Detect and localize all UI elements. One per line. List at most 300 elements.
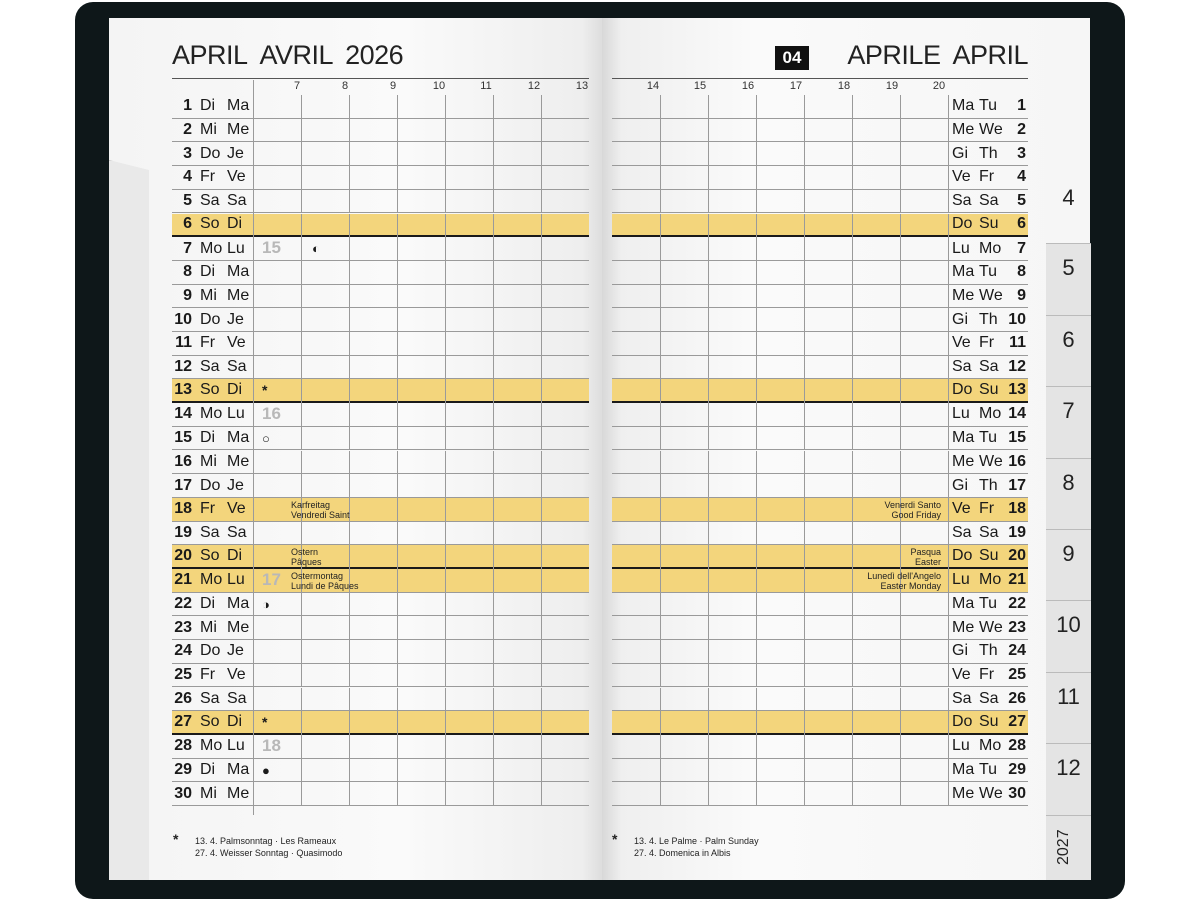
day-row-right[interactable]: [612, 403, 1028, 427]
day-row-right[interactable]: [612, 782, 1028, 806]
grid-line: [301, 379, 302, 403]
day-row-left[interactable]: [172, 664, 589, 688]
grid-line: [948, 616, 949, 640]
weekday-fr: Me: [227, 452, 250, 470]
grid-line: [445, 308, 446, 332]
day-row-left[interactable]: [172, 640, 589, 664]
weekday-fr: Je: [227, 144, 244, 162]
day-number: 17: [174, 476, 192, 494]
grid-line: [948, 735, 949, 759]
grid-line: [900, 474, 901, 498]
day-number: 9: [183, 286, 192, 304]
day-row-left[interactable]: [172, 735, 589, 759]
weekday-en: Tu: [979, 595, 998, 613]
grid-line: [445, 332, 446, 356]
grid-line: [852, 261, 853, 285]
day-number: 13: [174, 381, 192, 399]
grid-line: [445, 782, 446, 806]
day-number: 2: [183, 121, 192, 139]
holiday-label-right: [910, 547, 941, 567]
month-tab-10[interactable]: 10: [1056, 612, 1081, 637]
day-row-left[interactable]: [172, 427, 589, 451]
grid-line: [349, 403, 350, 427]
grid-line: [397, 759, 398, 783]
day-row-left[interactable]: [172, 285, 589, 309]
day-row-left[interactable]: [172, 498, 589, 522]
grid-line: [948, 688, 949, 712]
weekday-en: We: [979, 784, 1003, 802]
day-number: 6: [1017, 215, 1026, 233]
grid-line: [756, 379, 757, 403]
grid-line: [349, 688, 350, 712]
day-row-left[interactable]: [172, 711, 589, 735]
grid-line: [804, 237, 805, 261]
day-row-left[interactable]: [172, 451, 589, 475]
grid-line: [397, 119, 398, 143]
day-row-right[interactable]: [612, 95, 1028, 119]
footnote-right: [612, 831, 759, 859]
grid-line: [349, 782, 350, 806]
grid-line: [349, 735, 350, 759]
day-number: 22: [1008, 595, 1026, 613]
day-row-left[interactable]: [172, 688, 589, 712]
holiday-name: Lundi de Pâques: [291, 581, 359, 591]
weekday-de: Mi: [200, 784, 217, 802]
grid-line: [900, 142, 901, 166]
grid-line: [493, 569, 494, 593]
day-row-right[interactable]: [612, 569, 1028, 593]
grid-line: [948, 640, 949, 664]
day-row-left[interactable]: [172, 759, 589, 783]
weekday-de: Fr: [200, 666, 216, 684]
month-tab-11[interactable]: 11: [1057, 684, 1080, 709]
weekday-en: Tu: [979, 429, 998, 447]
weekday-en: Su: [979, 713, 999, 731]
grid-line: [301, 640, 302, 664]
weekday-it: Me: [952, 784, 975, 802]
day-number: 11: [175, 334, 192, 352]
weekday-de: Di: [200, 760, 216, 778]
day-row-right[interactable]: [612, 616, 1028, 640]
grid-line: [948, 474, 949, 498]
grid-line: [660, 356, 661, 380]
grid-line: [852, 640, 853, 664]
weekday-en: Fr: [979, 666, 995, 684]
day-row-right[interactable]: [612, 688, 1028, 712]
day-number: 15: [174, 429, 192, 447]
day-row-left[interactable]: [172, 142, 589, 166]
grid-line: [708, 688, 709, 712]
grid-line: [660, 593, 661, 617]
grid-line: [541, 166, 542, 190]
weekday-fr: Sa: [227, 192, 247, 210]
weekday-en: We: [979, 121, 1003, 139]
grid-line: [948, 261, 949, 285]
day-number: 20: [1008, 547, 1026, 565]
day-number: 17: [1008, 476, 1026, 494]
week-number: 16: [262, 404, 281, 424]
grid-line: [852, 142, 853, 166]
weekday-de: Sa: [200, 689, 220, 707]
day-number: 2: [1017, 121, 1026, 139]
weekday-en: Sa: [979, 358, 999, 376]
grid-line: [349, 474, 350, 498]
grid-line: [708, 190, 709, 214]
grid-line: [301, 119, 302, 143]
footnote-line: 27. 4. Weisser Sonntag · Quasimodo: [195, 848, 343, 858]
day-row-right[interactable]: [612, 119, 1028, 143]
grid-line: [708, 332, 709, 356]
grid-line: [397, 569, 398, 593]
day-row-right[interactable]: [612, 735, 1028, 759]
grid-line: [804, 474, 805, 498]
day-row-left[interactable]: [172, 261, 589, 285]
weekday-fr: Ma: [227, 760, 250, 778]
grid-line: [301, 214, 302, 238]
day-row-right[interactable]: [612, 640, 1028, 664]
grid-line: [397, 474, 398, 498]
weekday-it: Gi: [952, 144, 968, 162]
grid-line: [900, 356, 901, 380]
grid-line: [948, 711, 949, 735]
grid-line: [493, 522, 494, 546]
grid-line: [541, 759, 542, 783]
hour-label: 11: [480, 80, 492, 92]
weekday-en: Tu: [979, 263, 998, 281]
day-row-right[interactable]: [612, 332, 1028, 356]
grid-line: [804, 142, 805, 166]
grid-line: [493, 142, 494, 166]
grid-line: [708, 640, 709, 664]
month-tab-12[interactable]: 12: [1056, 755, 1081, 780]
day-number: 27: [1008, 713, 1026, 731]
day-row-right[interactable]: [612, 498, 1028, 522]
grid-line: [349, 616, 350, 640]
day-row-left[interactable]: [172, 190, 589, 214]
day-row-right[interactable]: [612, 759, 1028, 783]
day-number: 14: [1008, 405, 1026, 423]
grid-line: [708, 474, 709, 498]
day-row-left[interactable]: [172, 214, 589, 238]
grid-line: [948, 593, 949, 617]
grid-line: [948, 308, 949, 332]
grid-line: [445, 688, 446, 712]
grid-line: [445, 403, 446, 427]
weekday-fr: Ve: [227, 168, 246, 186]
footnote-star: *: [612, 831, 618, 847]
day-row-right[interactable]: [612, 593, 1028, 617]
weekday-en: Mo: [979, 571, 1002, 589]
holiday-name: Easter: [914, 557, 941, 568]
grid-line: [541, 569, 542, 593]
weekday-en: Fr: [979, 334, 995, 352]
grid-line: [756, 782, 757, 806]
weekday-de: Di: [200, 595, 216, 613]
weekday-fr: Lu: [227, 571, 245, 589]
day-row-right[interactable]: [612, 711, 1028, 735]
grid-line: [541, 95, 542, 119]
day-row-right[interactable]: [612, 237, 1028, 261]
grid-line: [804, 688, 805, 712]
day-row-right[interactable]: [612, 308, 1028, 332]
year-tab-2027[interactable]: 2027: [1055, 829, 1072, 865]
holiday-label-right: [867, 571, 941, 591]
grid-line: [756, 308, 757, 332]
month-tab-9[interactable]: 9: [1062, 541, 1075, 566]
weekday-it: Ve: [952, 500, 971, 518]
grid-line: [756, 214, 757, 238]
day-row-right[interactable]: [612, 166, 1028, 190]
day-number: 20: [174, 547, 192, 565]
day-row-right[interactable]: [612, 545, 1028, 569]
day-row-left[interactable]: [172, 616, 589, 640]
grid-line: [804, 664, 805, 688]
grid-line: [660, 616, 661, 640]
day-row-left[interactable]: [172, 119, 589, 143]
grid-line: [445, 119, 446, 143]
grid-line: [660, 427, 661, 451]
footnote-star-marker: *: [262, 714, 268, 731]
grid-line: [948, 95, 949, 119]
grid-line: [756, 711, 757, 735]
day-row-right[interactable]: [612, 285, 1028, 309]
day-row-right[interactable]: [612, 664, 1028, 688]
weekday-it: Do: [952, 547, 973, 565]
month-tab-7[interactable]: 7: [1062, 398, 1075, 423]
hour-label: 14: [646, 80, 660, 92]
grid-line: [948, 119, 949, 143]
grid-line: [756, 664, 757, 688]
day-number: 10: [174, 310, 192, 328]
grid-line: [852, 308, 853, 332]
grid-line: [541, 285, 542, 309]
grid-line: [660, 142, 661, 166]
grid-line: [708, 522, 709, 546]
grid-line: [804, 403, 805, 427]
hour-label: 9: [389, 80, 397, 92]
hour-label: 13: [575, 80, 589, 92]
grid-line: [397, 427, 398, 451]
grid-line: [948, 498, 949, 522]
month-tab-8[interactable]: 8: [1062, 470, 1075, 495]
weekday-de: Di: [200, 263, 216, 281]
grid-line: [660, 214, 661, 238]
day-row-left[interactable]: [172, 593, 589, 617]
grid-line: [756, 332, 757, 356]
grid-line: [253, 80, 254, 815]
month-tab-4[interactable]: 4: [1062, 185, 1075, 210]
grid-line: [445, 142, 446, 166]
footnote-left: [173, 831, 343, 859]
grid-line: [852, 379, 853, 403]
grid-line: [397, 308, 398, 332]
weekday-fr: Di: [227, 381, 243, 399]
day-row-left[interactable]: [172, 403, 589, 427]
day-row-left[interactable]: [172, 379, 589, 403]
day-row-left[interactable]: [172, 166, 589, 190]
weekday-fr: Me: [227, 121, 250, 139]
day-row-left[interactable]: [172, 332, 589, 356]
day-number: 5: [183, 192, 192, 210]
grid-line: [756, 593, 757, 617]
weekday-it: Lu: [952, 405, 970, 423]
grid-line: [852, 711, 853, 735]
hour-rule-right: [612, 78, 1028, 79]
day-row-left[interactable]: [172, 545, 589, 569]
grid-line: [493, 190, 494, 214]
grid-line: [756, 356, 757, 380]
day-number: 19: [1008, 523, 1026, 541]
day-row-left[interactable]: [172, 237, 589, 261]
weekday-it: Do: [952, 381, 973, 399]
grid-line: [804, 214, 805, 238]
grid-line: [541, 379, 542, 403]
day-row-right[interactable]: [612, 522, 1028, 546]
grid-line: [301, 759, 302, 783]
grid-line: [804, 119, 805, 143]
day-row-left[interactable]: [172, 782, 589, 806]
grid-line: [948, 142, 949, 166]
grid-line: [445, 711, 446, 735]
day-row-right[interactable]: [612, 142, 1028, 166]
grid-line: [397, 237, 398, 261]
day-row-right[interactable]: [612, 379, 1028, 403]
weekday-fr: Ma: [227, 97, 250, 115]
weekday-de: So: [200, 547, 220, 565]
weekday-fr: Lu: [227, 405, 245, 423]
grid-line: [397, 356, 398, 380]
weekday-it: Lu: [952, 737, 970, 755]
weekday-de: Mo: [200, 737, 223, 755]
weekday-it: Ve: [952, 666, 971, 684]
day-row-right[interactable]: [612, 261, 1028, 285]
grid-line: [349, 522, 350, 546]
grid-line: [660, 379, 661, 403]
day-number: 7: [183, 239, 192, 257]
day-row-left[interactable]: [172, 95, 589, 119]
day-row-right[interactable]: [612, 214, 1028, 238]
grid-line: [804, 308, 805, 332]
day-row-right[interactable]: [612, 427, 1028, 451]
grid-line: [660, 119, 661, 143]
grid-line: [900, 403, 901, 427]
holiday-name: Easter Monday: [880, 581, 941, 591]
weekday-en: Th: [979, 642, 998, 660]
grid-line: [900, 166, 901, 190]
grid-line: [349, 664, 350, 688]
footnote-line: 13. 4. Palmsonntag · Les Rameaux: [195, 836, 337, 846]
day-row-right[interactable]: [612, 474, 1028, 498]
grid-line: [804, 261, 805, 285]
grid-line: [660, 261, 661, 285]
month-tab-6[interactable]: 6: [1062, 327, 1075, 352]
weekday-en: Mo: [979, 405, 1002, 423]
grid-line: [948, 285, 949, 309]
grid-line: [397, 261, 398, 285]
grid-line: [852, 688, 853, 712]
weekday-fr: Je: [227, 476, 244, 494]
grid-line: [397, 403, 398, 427]
grid-line: [445, 474, 446, 498]
weekday-fr: Ve: [227, 666, 246, 684]
footnote-line: 13. 4. Le Palme · Palm Sunday: [634, 836, 759, 846]
grid-line: [900, 451, 901, 475]
grid-line: [852, 664, 853, 688]
grid-line: [660, 190, 661, 214]
grid-line: [660, 711, 661, 735]
grid-line: [301, 403, 302, 427]
weekday-fr: Sa: [227, 523, 247, 541]
grid-line: [756, 735, 757, 759]
grid-line: [397, 593, 398, 617]
grid-line: [948, 237, 949, 261]
grid-line: [541, 356, 542, 380]
day-row-right[interactable]: [612, 190, 1028, 214]
grid-line: [660, 403, 661, 427]
grid-line: [660, 735, 661, 759]
weekday-it: Sa: [952, 689, 972, 707]
grid-line: [349, 166, 350, 190]
grid-line: [541, 261, 542, 285]
grid-line: [852, 403, 853, 427]
day-row-left[interactable]: [172, 522, 589, 546]
day-row-right[interactable]: [612, 356, 1028, 380]
day-row-left[interactable]: [172, 569, 589, 593]
grid-line: [756, 285, 757, 309]
grid-line: [756, 427, 757, 451]
day-row-left[interactable]: [172, 308, 589, 332]
grid-line: [708, 451, 709, 475]
grid-line: [445, 166, 446, 190]
grid-line: [397, 782, 398, 806]
grid-line: [852, 498, 853, 522]
grid-line: [493, 237, 494, 261]
grid-line: [541, 640, 542, 664]
footnote-line: 27. 4. Domenica in Albis: [634, 848, 731, 858]
grid-line: [493, 474, 494, 498]
day-row-left[interactable]: [172, 474, 589, 498]
grid-line: [756, 403, 757, 427]
grid-line: [708, 593, 709, 617]
grid-line: [397, 214, 398, 238]
weekday-it: Do: [952, 713, 973, 731]
weekday-it: Ma: [952, 429, 975, 447]
grid-line: [900, 332, 901, 356]
month-tab-5[interactable]: 5: [1062, 255, 1075, 280]
grid-line: [349, 451, 350, 475]
grid-line: [756, 640, 757, 664]
grid-line: [804, 285, 805, 309]
day-row-right[interactable]: [612, 451, 1028, 475]
weekday-it: Sa: [952, 192, 972, 210]
grid-line: [541, 427, 542, 451]
hour-label: 12: [527, 80, 541, 92]
grid-line: [804, 640, 805, 664]
weekday-en: Th: [979, 310, 998, 328]
weekday-fr: Ve: [227, 500, 246, 518]
day-number: 26: [174, 689, 192, 707]
weekday-fr: Sa: [227, 358, 247, 376]
grid-line: [660, 782, 661, 806]
day-number: 4: [1017, 168, 1026, 186]
weekday-it: Ma: [952, 760, 975, 778]
grid-line: [852, 237, 853, 261]
grid-line: [708, 142, 709, 166]
day-row-left[interactable]: [172, 356, 589, 380]
grid-line: [493, 451, 494, 475]
holiday-name: Venerdi Santo: [884, 499, 941, 510]
grid-line: [541, 214, 542, 238]
